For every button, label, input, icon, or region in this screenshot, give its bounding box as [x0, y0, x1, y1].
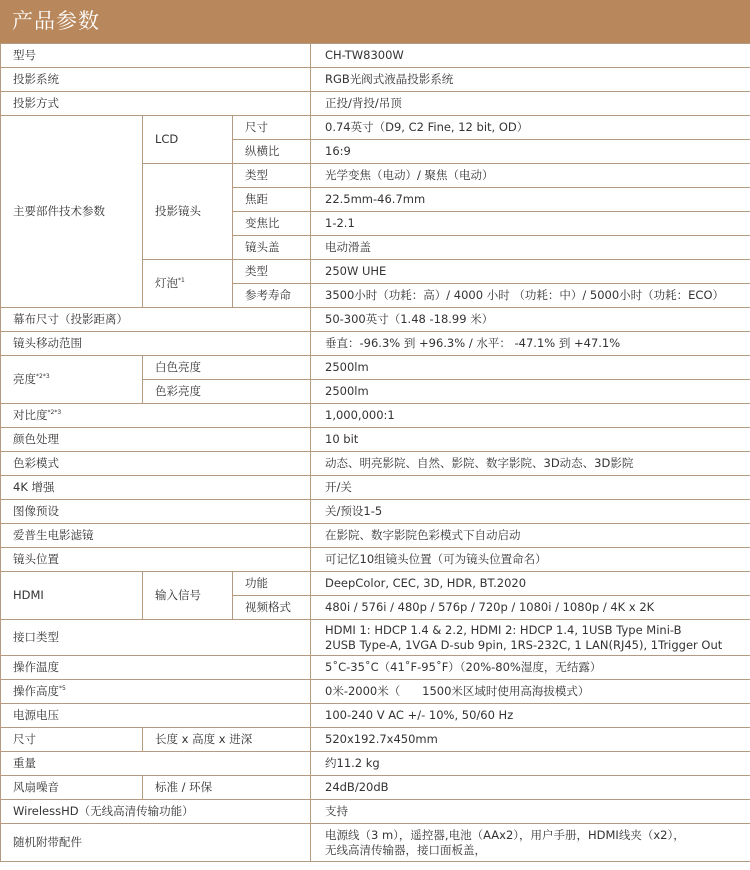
sub-sub-label: 类型: [233, 164, 311, 188]
sub-label: 标准 / 环保: [143, 776, 311, 800]
row-value: DeepColor, CEC, 3D, HDR, BT.2020: [311, 572, 750, 596]
sub-sub-label: 参考寿命: [233, 284, 311, 308]
row-value: CH-TW8300W: [311, 44, 750, 68]
sub-label-lamp: [143, 260, 233, 308]
table-row: [1, 752, 750, 776]
altitude-label: 操作高度: [13, 684, 59, 698]
row-label: 投影系统: [1, 68, 311, 92]
sub-sub-label: 尺寸: [233, 116, 311, 140]
row-label: [1, 680, 311, 704]
row-label-hdmi: HDMI: [1, 572, 143, 620]
row-value: 1,000,000:1: [311, 404, 750, 428]
row-label: 电源电压: [1, 704, 311, 728]
row-label: 爱普生电影滤镜: [1, 524, 311, 548]
row-value: 垂直：-96.3% 到 +96.3% / 水平： -47.1% 到 +47.1%: [311, 332, 750, 356]
sub-sub-label: 镜头盖: [233, 236, 311, 260]
row-value: 10 bit: [311, 428, 750, 452]
row-value: RGB光阀式液晶投影系统: [311, 68, 750, 92]
table-row: [1, 728, 750, 752]
table-row: [1, 428, 750, 452]
sub-label-lcd: LCD: [143, 116, 233, 164]
row-label-brightness: [1, 356, 143, 404]
table-row: [1, 452, 750, 476]
table-row: [1, 116, 750, 140]
table-row: [1, 824, 750, 862]
table-row: [1, 356, 750, 380]
row-value: 5˚C-35˚C（41˚F-95˚F）（20%-80%湿度，无结露）: [311, 656, 750, 680]
table-row: [1, 572, 750, 596]
row-label: 镜头位置: [1, 548, 311, 572]
footnote-mark: *5: [59, 685, 66, 693]
row-value: 动态、明亮影院、自然、影院、数字影院、3D动态、3D影院: [311, 452, 750, 476]
row-value: 1-2.1: [311, 212, 750, 236]
row-value: 支持: [311, 800, 750, 824]
page-title: 产品参数: [12, 9, 100, 33]
table-row: [1, 404, 750, 428]
sub-sub-label: 功能: [233, 572, 311, 596]
spec-header-bar: [0, 0, 750, 43]
footnote-mark: *2*3: [36, 373, 50, 381]
table-row: [1, 620, 750, 656]
row-value: 2500lm: [311, 356, 750, 380]
table-row: [1, 680, 750, 704]
row-label: 随机附带配件: [1, 824, 311, 862]
sub-sub-label: 焦距: [233, 188, 311, 212]
sub-sub-label: 类型: [233, 260, 311, 284]
table-row: [1, 476, 750, 500]
row-label-main-parts: 主要部件技术参数: [1, 116, 143, 308]
row-label: 重量: [1, 752, 311, 776]
row-value: 在影院、数字影院色彩模式下自动启动: [311, 524, 750, 548]
accessory-line: 无线高清传输器，接口面板盖，: [325, 842, 486, 857]
row-label: 风扇噪音: [1, 776, 143, 800]
sub-label: 色彩亮度: [143, 380, 311, 404]
contrast-label: 对比度: [13, 408, 48, 422]
row-label: 操作温度: [1, 656, 311, 680]
interface-line: HDMI 1: HDCP 1.4 & 2.2, HDMI 2: HDCP 1.4, 1USB Type Mini-B: [325, 622, 682, 637]
row-value: 3500小时（功耗：高）/ 4000 小时 （功耗：中）/ 5000小时（功耗：ECO）: [311, 284, 750, 308]
sub-label: 长度 x 高度 x 进深: [143, 728, 311, 752]
table-row: [1, 92, 750, 116]
row-label: 图像预设: [1, 500, 311, 524]
row-value: [311, 824, 750, 862]
row-label: 镜头移动范围: [1, 332, 311, 356]
table-row: [1, 800, 750, 824]
sub-sub-label: 变焦比: [233, 212, 311, 236]
table-row: [1, 332, 750, 356]
row-value: 520x192.7x450mm: [311, 728, 750, 752]
sub-label-lens: 投影镜头: [143, 164, 233, 260]
row-value: 正投/背投/吊顶: [311, 92, 750, 116]
row-value: 开/关: [311, 476, 750, 500]
sub-label: 白色亮度: [143, 356, 311, 380]
sub-sub-label: 纵横比: [233, 140, 311, 164]
row-label: 4K 增强: [1, 476, 311, 500]
row-label: 幕布尺寸（投影距离）: [1, 308, 311, 332]
row-value: 22.5mm-46.7mm: [311, 188, 750, 212]
row-value: 250W UHE: [311, 260, 750, 284]
table-row: [1, 524, 750, 548]
row-value: 0.74英寸（D9, C2 Fine, 12 bit, OD）: [311, 116, 750, 140]
row-value: 光学变焦（电动）/ 聚焦（电动）: [311, 164, 750, 188]
interface-line: 2USB Type-A, 1VGA D-sub 9pin, 1RS-232C, 1 LAN(RJ45), 1Trigger Out: [325, 637, 723, 652]
table-row: [1, 704, 750, 728]
row-label: 型号: [1, 44, 311, 68]
row-label: 尺寸: [1, 728, 143, 752]
row-value: [311, 620, 750, 656]
row-value: 关/预设1-5: [311, 500, 750, 524]
row-label: 色彩模式: [1, 452, 311, 476]
row-label: 投影方式: [1, 92, 311, 116]
row-value: 16:9: [311, 140, 750, 164]
footnote-mark: *1: [178, 277, 185, 285]
table-row: [1, 308, 750, 332]
row-value: 24dB/20dB: [311, 776, 750, 800]
row-label: 颜色处理: [1, 428, 311, 452]
table-row: [1, 776, 750, 800]
sub-sub-label: 视频格式: [233, 596, 311, 620]
accessory-line: 电源线（3 m），遥控器,电池（AAx2），用户手册，HDMI线夹（x2），: [325, 827, 685, 842]
row-label: WirelessHD（无线高清传输功能）: [1, 800, 311, 824]
row-value: 480i / 576i / 480p / 576p / 720p / 1080i / 1080p / 4K x 2K: [311, 596, 750, 620]
footnote-mark: *2*3: [47, 409, 62, 417]
row-value: 约11.2 kg: [311, 752, 750, 776]
row-value: 50-300英寸（1.48 -18.99 米）: [311, 308, 750, 332]
row-value: 2500lm: [311, 380, 750, 404]
spec-table: [0, 43, 750, 862]
row-value: 电动滑盖: [311, 236, 750, 260]
table-row: [1, 500, 750, 524]
row-value: 可记忆10组镜头位置（可为镜头位置命名）: [311, 548, 750, 572]
row-label: [1, 404, 311, 428]
brightness-label: 亮度: [13, 372, 36, 386]
row-label: 接口类型: [1, 620, 311, 656]
table-row: [1, 68, 750, 92]
table-row: [1, 656, 750, 680]
row-value: 100-240 V AC +/- 10%, 50/60 Hz: [311, 704, 750, 728]
row-value: 0米-2000米（ 1500米区域时使用高海拔模式）: [311, 680, 750, 704]
table-row: [1, 548, 750, 572]
sub-label-input: 输入信号: [143, 572, 233, 620]
lamp-label: 灯泡: [155, 276, 178, 290]
table-row: [1, 44, 750, 68]
